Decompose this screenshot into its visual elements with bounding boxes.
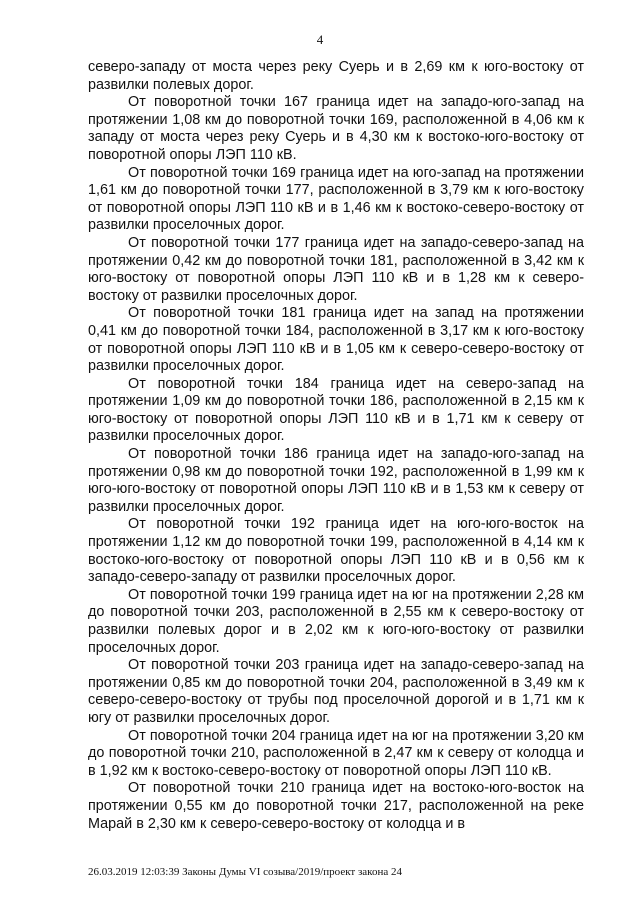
paragraph: От поворотной точки 167 граница идет на западо-юго-запад на протяжении 1,08 км до поворотной точки 169, расположенной в 4,06 км к западу от моста через реку Суерь и в 4,30 км к востоко-юго-востоку от поворотной опоры ЛЭП 110 кВ. <box>88 94 584 163</box>
paragraph: От поворотной точки 186 граница идет на западо-юго-запад на протяжении 0,98 км до поворотной точки 192, расположенной в 1,99 км к юго-юго-востоку от поворотной опоры ЛЭП 110 кВ и в 1,53 км к северу от развилки проселочных дорог. <box>88 446 584 515</box>
paragraph: От поворотной точки 204 граница идет на юг на протяжении 3,20 км до поворотной точки 210, расположенной в 2,47 км к северу от колодца и в 1,92 км к востоко-северо-востоку от поворотной опоры ЛЭП 110 кВ. <box>88 727 584 779</box>
document-footer: 26.03.2019 12:03:39 Законы Думы VI созыва/2019/проект закона 24 <box>88 866 402 878</box>
paragraph: От поворотной точки 184 граница идет на северо-запад на протяжении 1,09 км до поворотной точки 186, расположенной в 2,15 км к юго-востоку от поворотной опоры ЛЭП 110 кВ и в 1,71 км к северу от развилки проселочных дорог. <box>88 375 584 445</box>
paragraph: От поворотной точки 177 граница идет на западо-северо-запад на протяжении 0,42 км до поворотной точки 181, расположенной в 3,42 км к юго-востоку от поворотной опоры ЛЭП 110 кВ и в 1,28 км к северо-востоку от развилки проселочных дорог. <box>88 234 584 304</box>
page-number: 4 <box>316 32 324 47</box>
paragraph: От поворотной точки 199 граница идет на юг на протяжении 2,28 км до поворотной точки 203, расположенной в 2,55 км к северо-востоку от развилки полевых дорог и в 2,02 км к юго-юго-востоку от развилки проселочных дорог. <box>88 586 584 656</box>
paragraph: северо-западу от моста через реку Суерь и в 2,69 км к юго-востоку от развилки полевых дорог. <box>88 59 584 93</box>
paragraph: От поворотной точки 192 граница идет на юго-юго-восток на протяжении 1,12 км до поворотной точки 199, расположенной в 4,14 км к востоко-юго-востоку от поворотной опоры ЛЭП 110 кВ и в 0,56 км к западо-северо-западу от развилки проселочных дорог. <box>88 516 584 586</box>
document-body <box>88 59 584 833</box>
paragraph: От поворотной точки 169 граница идет на юго-запад на протяжении 1,61 км до поворотной точки 177, расположенной в 3,79 км к юго-востоку от поворотной опоры ЛЭП 110 кВ и в 1,46 км к востоко-северо-востоку от развилки проселочных дорог. <box>88 164 584 234</box>
paragraph: От поворотной точки 181 граница идет на запад на протяжении 0,41 км до поворотной точки 184, расположенной в 3,17 км к юго-востоку от поворотной опоры ЛЭП 110 кВ и в 1,05 км к северо-северо-востоку от развилки проселочных дорог. <box>88 305 584 375</box>
paragraph: От поворотной точки 203 граница идет на западо-северо-запад на протяжении 0,85 км до поворотной точки 204, расположенной в 3,49 км к северо-северо-востоку от трубы под проселочной дорогой и в 1,71 км к югу от развилки проселочных дорог. <box>88 657 584 726</box>
paragraph: От поворотной точки 210 граница идет на востоко-юго-восток на протяжении 0,55 км до поворотной точки 217, расположенной на реке Марай в 2,30 км к северо-северо-востоку от колодца и в <box>88 780 584 832</box>
